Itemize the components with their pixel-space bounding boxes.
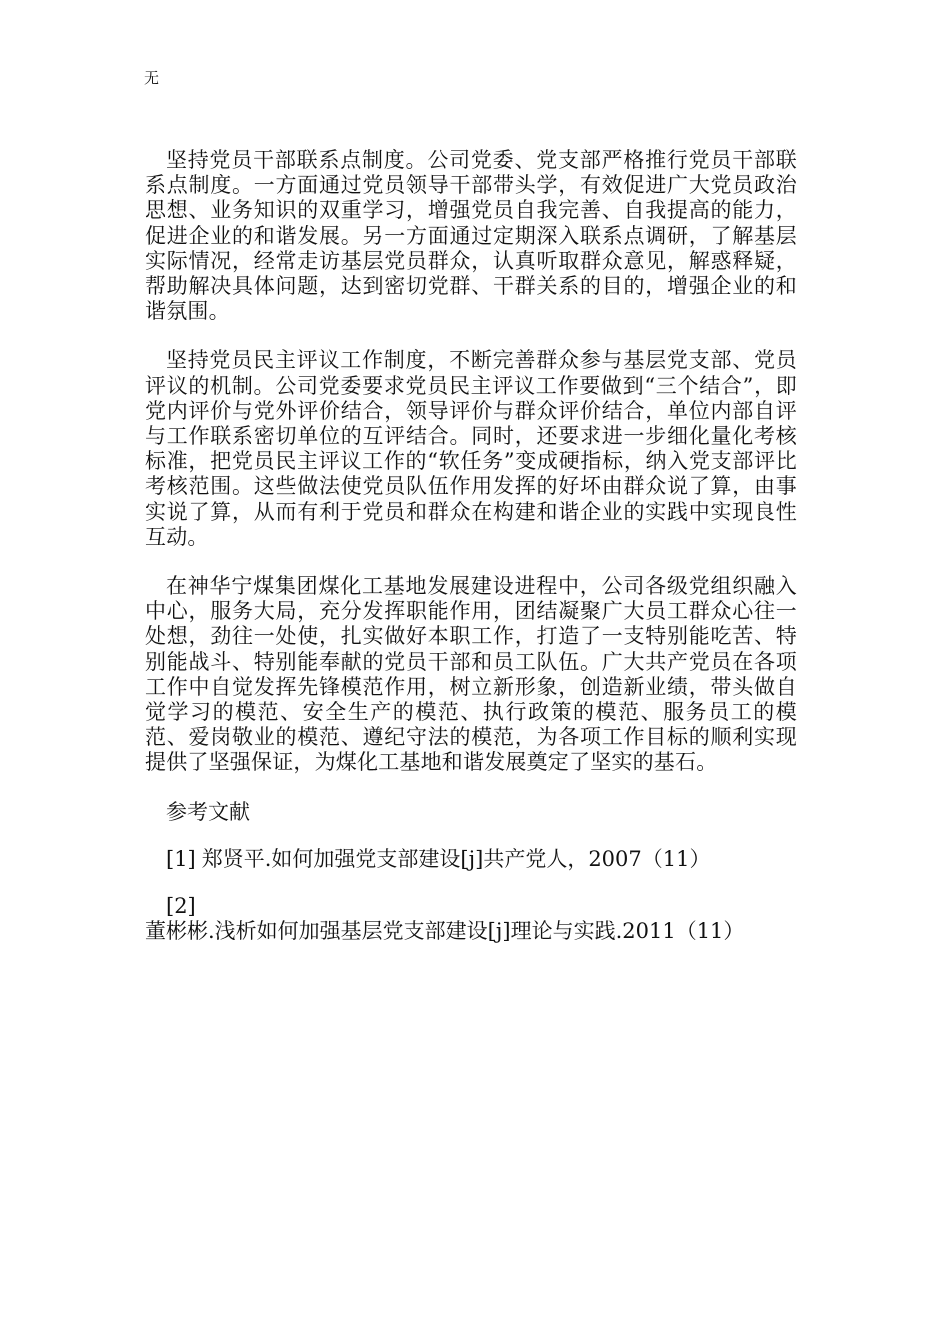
paragraph-development: 在神华宁煤集团煤化工基地发展建设进程中，公司各级党组织融入中心，服务大局，充分发挥职能作用，团结凝聚广大员工群众心往一处想，劲往一处使，扎实做好本职工作，打造了一支特别能吃苦、特别能战斗、特别能奉献的党员干部和员工队伍。广大共产党员在各项工作中自觉发挥先锋模范作用，树立新形象，创造新业绩，带头做自觉学习的模范、安全生产的模范、执行政策的模范、服务员工的模范、爱岗敬业的模范、遵纪守法的模范，为各项工作目标的顺利实现提供了坚强保证，为煤化工基地和谐发展奠定了坚实的基石。 <box>145 574 797 775</box>
paragraph-democratic-review: 坚持党员民主评议工作制度，不断完善群众参与基层党支部、党员评议的机制。公司党委要求党员民主评议工作要做到“三个结合”，即党内评价与党外评价结合，领导评价与群众评价结合，单位内部自评与工作联系密切单位的互评结合。同时，还要求进一步细化量化考核标准，把党员民主评议工作的“软任务”变成硬指标，纳入党支部评比考核范围。这些做法使党员队伍作用发挥的好坏由群众说了算，由事实说了算，从而有利于党员和群众在构建和谐企业的实践中实现良性互动。 <box>145 348 797 549</box>
paragraph-contact-points: 坚持党员干部联系点制度。公司党委、党支部严格推行党员干部联系点制度。一方面通过党员领导干部带头学，有效促进广大党员政治思想、业务知识的双重学习，增强党员自我完善、自我提高的能力，促进企业的和谐发展。另一方面通过定期深入联系点调研，了解基层实际情况，经常走访基层党员群众，认真听取群众意见，解惑释疑，帮助解决具体问题，达到密切党群、干群关系的目的，增强企业的和谐氛围。 <box>145 148 797 324</box>
document-body <box>145 148 797 944</box>
reference-text: 郑贤平.如何加强党支部建设[j]共产党人，2007（11） <box>201 846 711 871</box>
header-mark: 无 <box>144 69 160 87</box>
reference-number: [2] <box>166 894 196 919</box>
reference-number: [1] <box>166 846 196 871</box>
references-title: 参考文献 <box>166 799 250 824</box>
reference-item-2 <box>145 894 797 944</box>
reference-item-1 <box>145 847 797 872</box>
reference-text: 董彬彬.浅析如何加强基层党支部建设[j]理论与实践.2011（11） <box>145 919 745 944</box>
